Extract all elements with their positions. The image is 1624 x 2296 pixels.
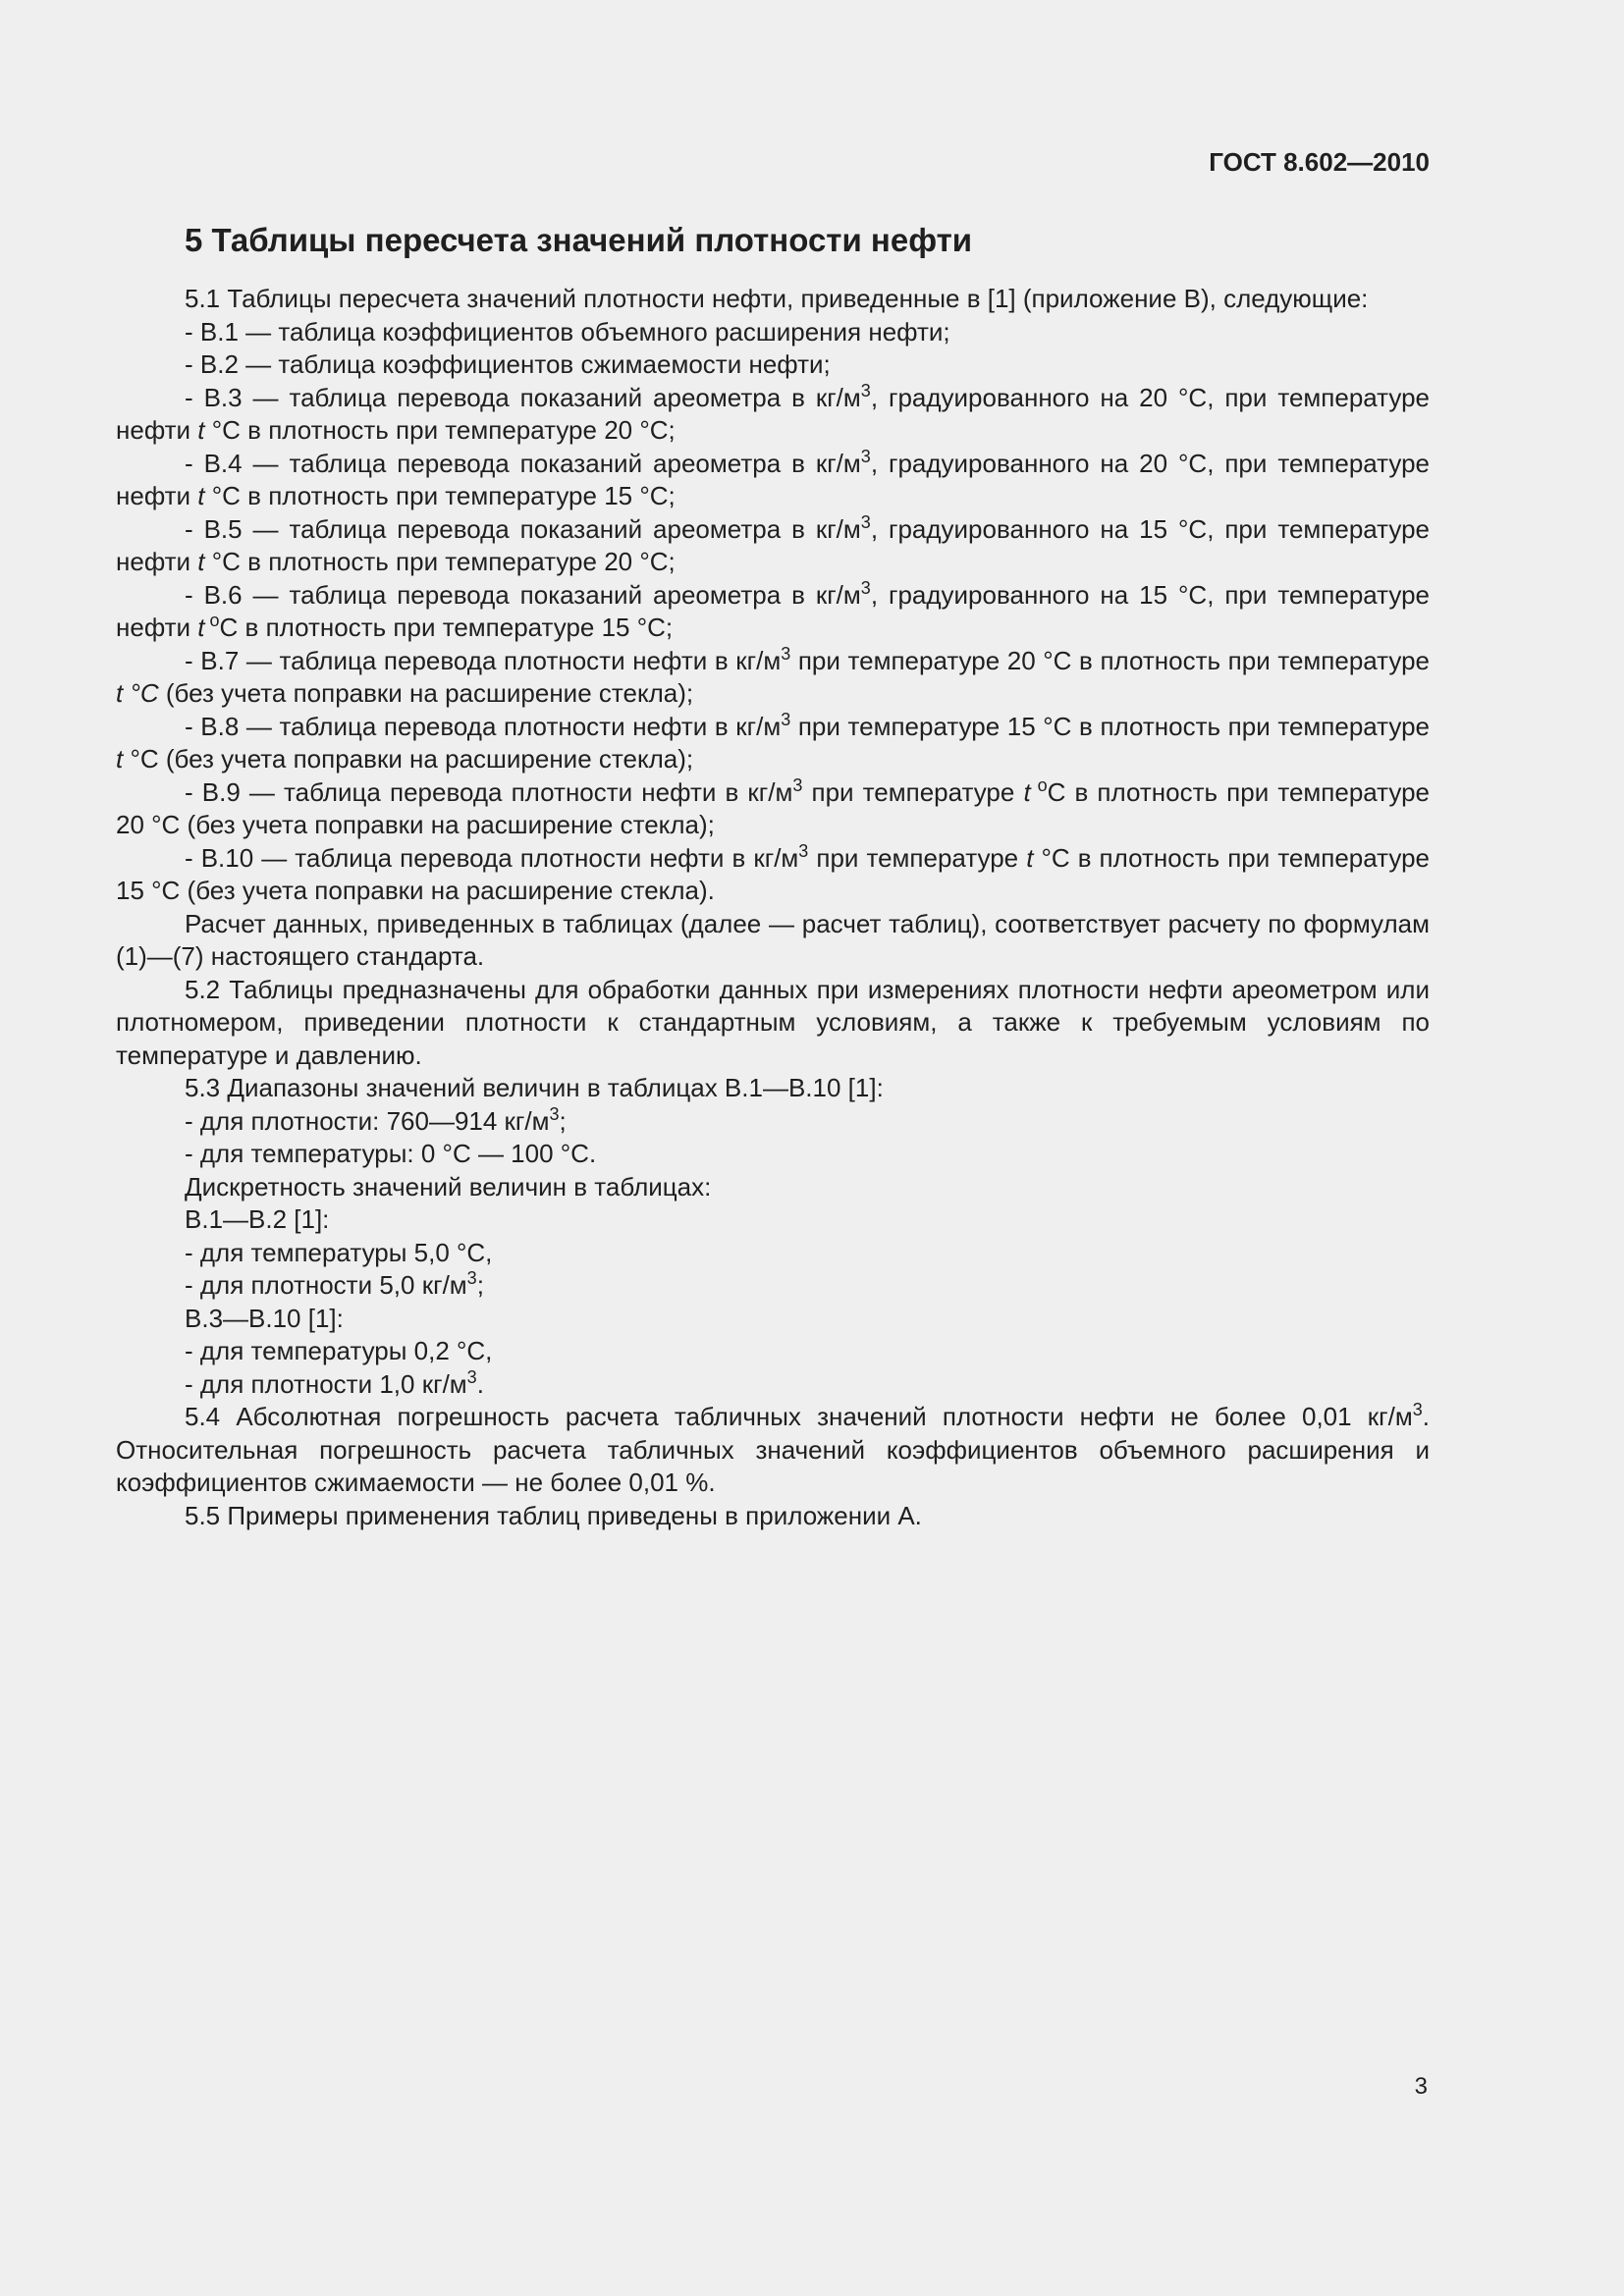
item-b4-sup: 3: [860, 446, 871, 466]
item-b4-t: t: [197, 481, 205, 510]
item-b3-sup: 3: [860, 380, 871, 400]
item-b7: [116, 645, 1430, 711]
item-b4-text-b: , градуированного на 20 °C, при температуре нефти: [116, 448, 1431, 510]
group-b3-b10-density-sup: 3: [466, 1366, 477, 1387]
item-b10-t: t: [1026, 842, 1034, 873]
group-b1-b2: В.1—В.2 [1]:: [185, 1204, 330, 1234]
density-range-sup: 3: [549, 1103, 560, 1124]
item-b6-sup: 3: [860, 577, 871, 598]
item-b10-text-a: - В.10 — таблица перевода плотности нефти в кг/м: [185, 842, 799, 873]
item-b8-sup: 3: [781, 709, 791, 729]
clause-5-2: 5.2 Таблицы предназначены для обработки данных при измерениях плотности нефти ареометром или плотномером, приведении плотности к стандартным условиям, а также к требуемым условиям по температуре и давлению.: [116, 974, 1430, 1070]
item-b7-text-a: - В.7 — таблица перевода плотности нефти в кг/м: [185, 645, 782, 675]
item-b9-text-a: - В.9 — таблица перевода плотности нефти в кг/м: [185, 776, 793, 807]
item-b4: [116, 448, 1430, 513]
item-b8-text-c: °C (без учета поправки на расширение стекла);: [123, 744, 694, 774]
group-b3-b10-density: [116, 1368, 1430, 1402]
item-b7-text-b: при температуре 20 °C в плотность при температуре: [790, 645, 1430, 675]
item-b9: [116, 776, 1430, 842]
item-b8: [116, 711, 1430, 776]
item-b3-text-c: °C в плотность при температуре 20 °C;: [204, 415, 676, 445]
density-range-text: - для плотности: 760—914 кг/м: [185, 1105, 550, 1136]
density-range-end: ;: [559, 1105, 567, 1136]
group-b3-b10-density-end: .: [476, 1368, 484, 1399]
item-b6-degree: о: [204, 611, 220, 630]
group-b1-b2-density-text: - для плотности 5,0 кг/м: [185, 1270, 467, 1300]
item-b9-t: t: [1023, 776, 1031, 807]
item-b9-text-b: при температуре: [802, 776, 1024, 807]
item-b7-t: t °C: [116, 678, 159, 708]
group-b3-b10-density-text: - для плотности 1,0 кг/м: [185, 1368, 467, 1399]
item-b3-t: t: [197, 415, 205, 445]
item-b10: [116, 842, 1430, 908]
clause-5-4: [116, 1401, 1430, 1500]
item-b7-sup: 3: [781, 643, 791, 664]
group-b1-b2-density-end: ;: [476, 1270, 484, 1300]
standard-number: ГОСТ 8.602—2010: [1209, 147, 1430, 177]
temp-range: - для температуры: 0 °C — 100 °C.: [185, 1139, 597, 1168]
clause-5-4-sup: 3: [1412, 1400, 1423, 1419]
item-b5-sup: 3: [860, 511, 871, 532]
clause-5-1-intro: 5.1 Таблицы пересчета значений плотности нефти, приведенные в [1] (приложение В), следующие:: [185, 284, 1369, 313]
item-b9-sup: 3: [792, 774, 803, 795]
item-b8-text-a: - В.8 — таблица перевода плотности нефти в кг/м: [185, 711, 782, 741]
calc-note: Расчет данных, приведенных в таблицах (далее — расчет таблиц), соответствует расчету по формулам (1)—(7) настоящего стандарта.: [116, 908, 1430, 971]
group-b3-b10: В.3—В.10 [1]:: [185, 1303, 344, 1333]
item-b5-text-c: °C в плотность при температуре 20 °C;: [204, 547, 676, 576]
item-b10-sup: 3: [798, 840, 809, 861]
item-b3-text-b: , градуированного на 20 °C, при температуре нефти: [116, 382, 1431, 445]
item-b6-text-b: , градуированного на 15 °C, при температуре нефти: [116, 579, 1431, 642]
item-b7-text-c: (без учета поправки на расширение стекла);: [158, 678, 694, 708]
item-b10-text-c: °C в плотность при температуре 15 °C (без учета поправки на расширение стекла).: [116, 842, 1430, 905]
item-b9-text-c: C в плотность при температуре 20 °C (без учета поправки на расширение стекла);: [116, 776, 1430, 839]
group-b1-b2-density-sup: 3: [466, 1268, 477, 1288]
item-b1: - В.1 — таблица коэффициентов объемного расширения нефти;: [185, 316, 950, 347]
clause-5-3-intro: 5.3 Диапазоны значений величин в таблицах В.1—В.10 [1]:: [185, 1073, 884, 1102]
item-b6-text-c: C в плотность при температуре 15 °C;: [219, 613, 674, 642]
item-b8-t: t: [116, 744, 124, 774]
page-number: 3: [1414, 2073, 1428, 2100]
clause-5-4-text-a: 5.4 Абсолютная погрешность расчета табличных значений плотности нефти не более 0,01 кг/м: [185, 1402, 1413, 1431]
clause-5-4-text-b: . Относительная погрешность расчета табличных значений коэффициентов объемного расширения и коэффициентов сжимаемости — не более 0,01 %.: [116, 1402, 1430, 1497]
item-b2: - В.2 — таблица коэффициентов сжимаемости нефти;: [185, 349, 831, 379]
density-range: [116, 1105, 1430, 1139]
item-b8-text-b: при температуре 15 °C в плотность при температуре: [790, 711, 1430, 741]
item-b3: [116, 382, 1430, 448]
clause-5-5: 5.5 Примеры применения таблиц приведены в приложении А.: [185, 1500, 922, 1530]
item-b5-t: t: [197, 547, 205, 576]
item-b10-text-b: при температуре: [808, 842, 1027, 873]
item-b5: [116, 513, 1430, 579]
item-b3-text-a: - В.3 — таблица перевода показаний ареометра в кг/м: [185, 382, 861, 412]
group-b1-b2-temp: - для температуры 5,0 °C,: [185, 1237, 493, 1267]
group-b3-b10-temp: - для температуры 0,2 °C,: [185, 1336, 493, 1365]
item-b5-text-b: , градуированного на 15 °C, при температуре нефти: [116, 513, 1431, 576]
discreteness-intro: Дискретность значений величин в таблицах:: [185, 1171, 712, 1201]
section-body: [116, 283, 1430, 1532]
item-b6-t: t: [197, 613, 205, 642]
section-title: 5 Таблицы пересчета значений плотности нефти: [185, 222, 973, 258]
item-b6-text-a: - В.6 — таблица перевода показаний ареометра в кг/м: [185, 579, 861, 610]
item-b4-text-c: °C в плотность при температуре 15 °C;: [204, 481, 676, 510]
item-b9-degree: о: [1030, 774, 1048, 795]
group-b1-b2-density: [116, 1269, 1430, 1303]
item-b4-text-a: - В.4 — таблица перевода показаний ареометра в кг/м: [185, 448, 861, 478]
item-b5-text-a: - В.5 — таблица перевода показаний ареометра в кг/м: [185, 513, 861, 544]
item-b6: [116, 579, 1430, 645]
